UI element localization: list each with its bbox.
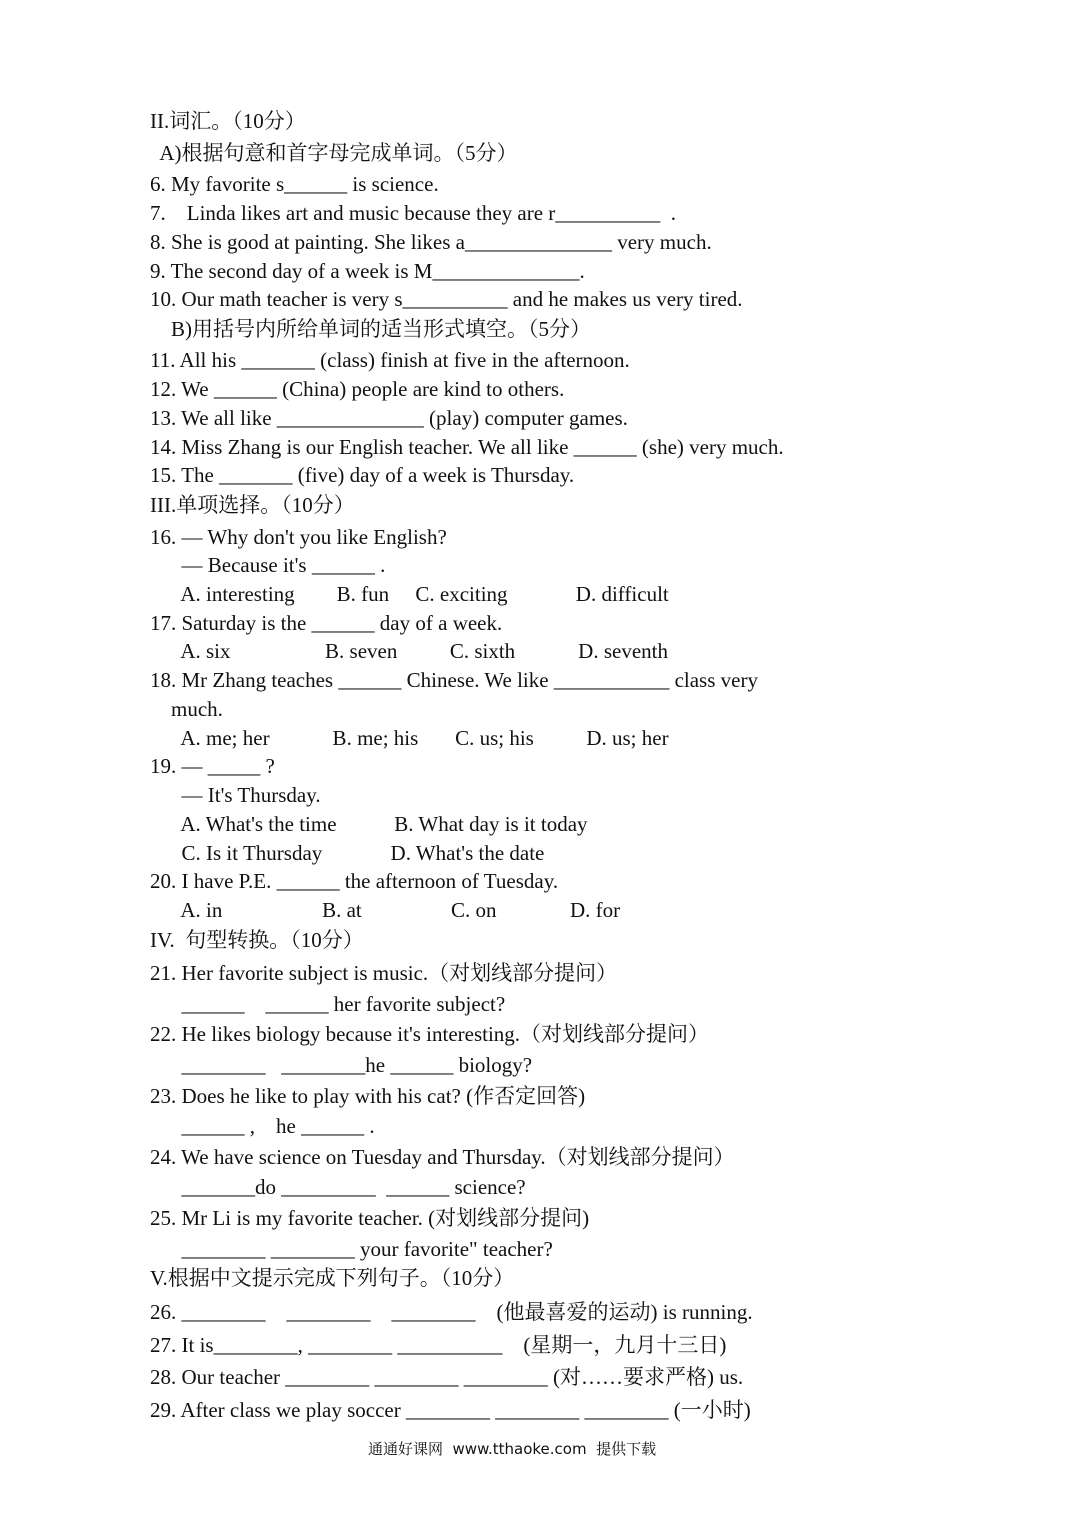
question-24: 24. We have science on Tuesday and Thursday.（对划线部分提问） [150, 1145, 735, 1169]
question-19-options-ab: A. What's the time B. What day is it today [150, 812, 588, 836]
question-15: 15. The _______ (five) day of a week is Thursday. [150, 463, 575, 487]
question-19-options-cd: C. Is it Thursday D. What's the date [150, 841, 545, 865]
question-10: 10. Our math teacher is very s__________ and he makes us very tired. [150, 287, 743, 311]
question-13: 13. We all like ______________ (play) computer games. [150, 406, 628, 430]
question-17-options: A. six B. seven C. sixth D. seventh [150, 639, 668, 663]
question-18: 18. Mr Zhang teaches ______ Chinese. We like ___________ class very [150, 668, 758, 692]
question-18-continued: much. [150, 697, 223, 721]
question-21: 21. Her favorite subject is music.（对划线部分提问） [150, 961, 618, 985]
question-16-reply: — Because it's ______ . [150, 553, 386, 577]
section-ii-a-heading: A)根据句意和首字母完成单词。（5分） [150, 141, 518, 165]
question-26: 26. ________ ________ ________ (他最喜爱的运动) is running. [150, 1300, 753, 1324]
question-23: 23. Does he like to play with his cat? (作否定回答) [150, 1084, 586, 1108]
question-14: 14. Miss Zhang is our English teacher. We all like ______ (she) very much. [150, 435, 784, 459]
question-20-options: A. in B. at C. on D. for [150, 898, 621, 922]
question-17: 17. Saturday is the ______ day of a week. [150, 611, 503, 635]
section-v-heading: V.根据中文提示完成下列句子。（10分） [150, 1266, 515, 1290]
question-8: 8. She is good at painting. She likes a______________ very much. [150, 230, 712, 254]
question-12: 12. We ______ (China) people are kind to others. [150, 377, 565, 401]
section-ii-heading: II.词汇。（10分） [150, 109, 306, 133]
section-ii-b-heading: B)用括号内所给单词的适当形式填空。（5分） [150, 317, 591, 341]
question-25-answer: ________ ________ your favorite" teacher? [150, 1237, 553, 1261]
question-25: 25. Mr Li is my favorite teacher. (对划线部分提问) [150, 1206, 590, 1230]
question-23-answer: ______ , he ______ . [150, 1114, 375, 1138]
question-20: 20. I have P.E. ______ the afternoon of Tuesday. [150, 869, 559, 893]
page-footer: 通通好课网 www.tthaoke.com 提供下载 [368, 1440, 657, 1458]
question-16-options: A. interesting B. fun C. exciting D. difficult [150, 582, 669, 606]
question-28: 28. Our teacher ________ ________ ________ (对……要求严格) us. [150, 1365, 744, 1389]
question-22: 22. He likes biology because it's interesting.（对划线部分提问） [150, 1022, 710, 1046]
section-iii-heading: III.单项选择。（10分） [150, 493, 355, 517]
section-iv-heading: IV. 句型转换。（10分） [150, 928, 364, 952]
question-27: 27. It is________, ________ __________ (星期一，九月十三日) [150, 1333, 727, 1357]
question-16: 16. — Why don't you like English? [150, 525, 447, 549]
question-19: 19. — _____ ? [150, 754, 275, 778]
question-18-options: A. me; her B. me; his C. us; his D. us; her [150, 726, 669, 750]
question-11: 11. All his _______ (class) finish at five in the afternoon. [150, 348, 630, 372]
question-9: 9. The second day of a week is M______________. [150, 259, 585, 283]
question-7: 7. Linda likes art and music because they are r__________ . [150, 201, 677, 225]
question-29: 29. After class we play soccer ________ ________ ________ (一小时) [150, 1398, 751, 1422]
question-19-reply: — It's Thursday. [150, 783, 321, 807]
question-21-answer: ______ ______ her favorite subject? [150, 992, 506, 1016]
question-6: 6. My favorite s______ is science. [150, 172, 439, 196]
question-24-answer: _______do _________ ______ science? [150, 1175, 526, 1199]
question-22-answer: ________ ________he ______ biology? [150, 1053, 533, 1077]
